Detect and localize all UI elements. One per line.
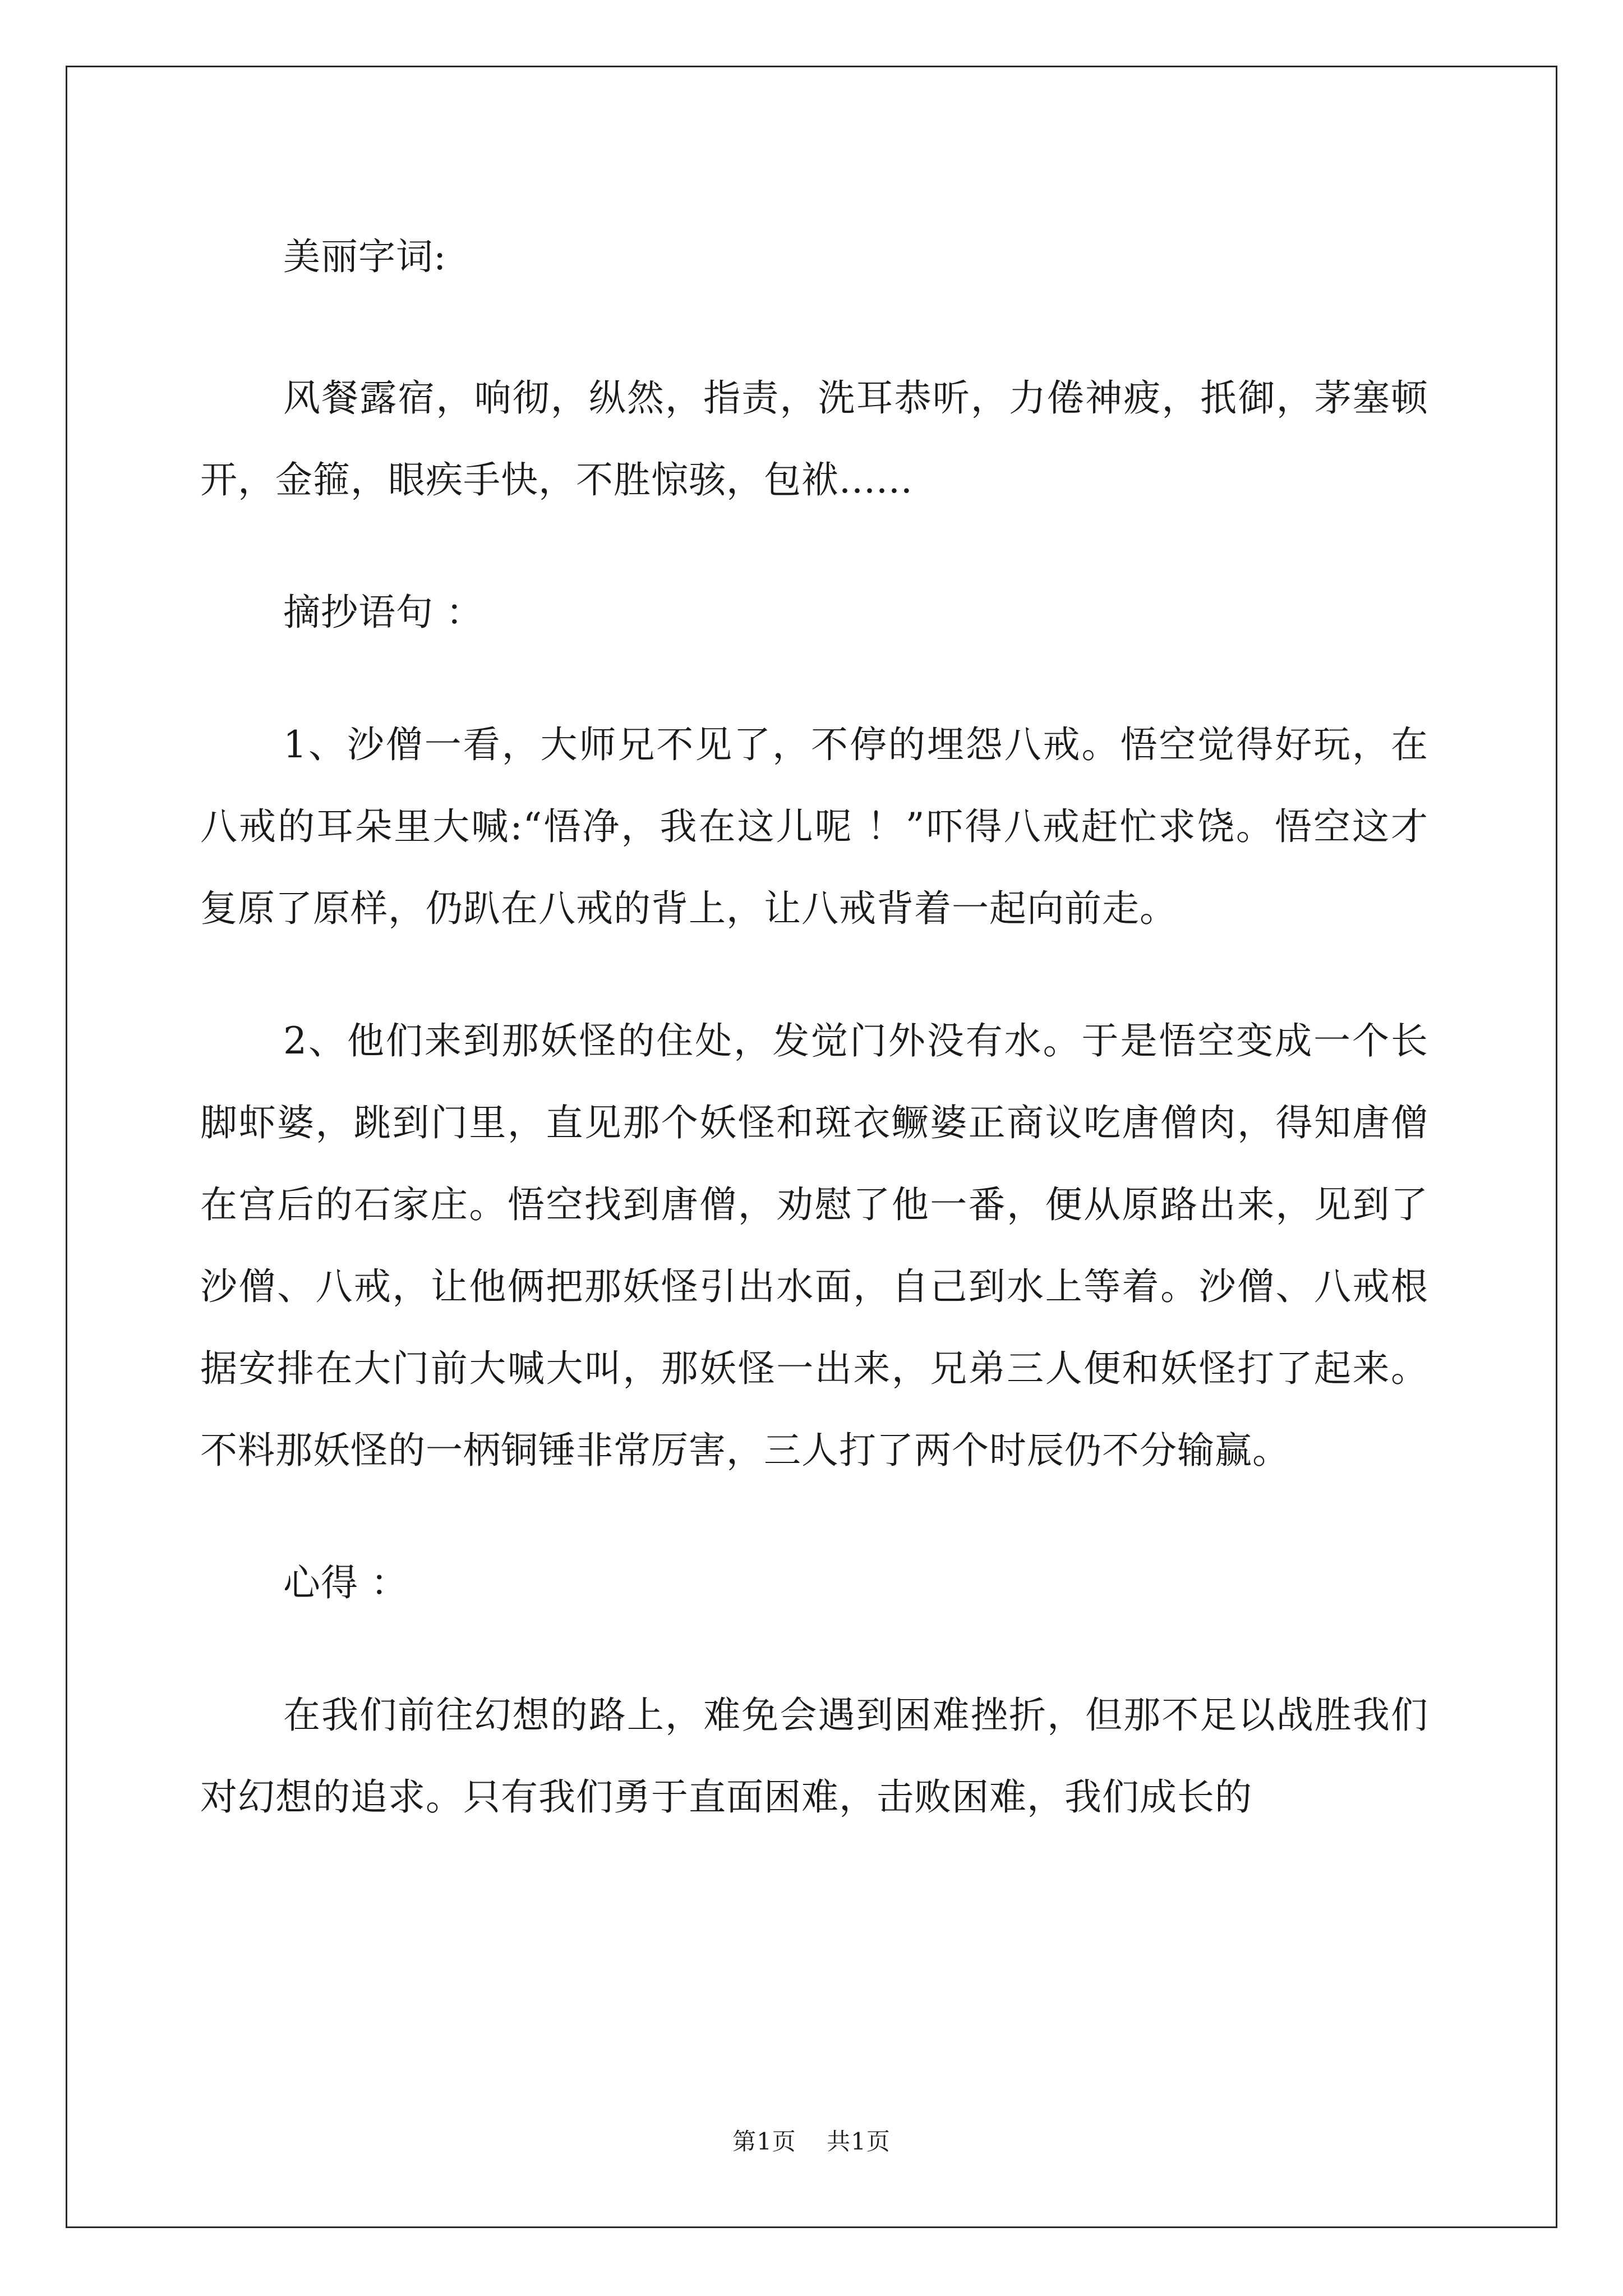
- document-body: [200, 216, 1428, 1838]
- paragraph-beautiful-words-heading: 美丽字词:: [283, 235, 447, 278]
- page-total: 共1页: [827, 2128, 891, 2155]
- paragraph-excerpt-2: 2、他们来到那妖怪的住处，发觉门外没有水。于是悟空变成一个长脚虾婆，跳到门里，直见那个妖怪和斑衣鳜婆正商议吃唐僧肉，得知唐僧在宫后的石家庄。悟空找到唐僧，劝慰了他一番，便从原路出来，见到了沙僧、八戒，让他俩把那妖怪引出水面，自己到水上等着。沙僧、八戒根据安排在大门前大喊大叫，那妖怪一出来，兄弟三人便和妖怪打了起来。不料那妖怪的一柄铜锤非常厉害，三人打了两个时辰仍不分输赢。: [200, 1019, 1428, 1472]
- paragraph-reflection-heading: 心得 ：: [283, 1561, 408, 1604]
- paragraph-reflection: 在我们前往幻想的路上，难免会遇到困难挫折，但那不足以战胜我们对幻想的追求。只有我们勇于直面困难，击败困难，我们成长的: [200, 1694, 1428, 1819]
- paragraph-excerpts-heading: 摘抄语句 ：: [283, 591, 483, 634]
- page-footer: [0, 2123, 1623, 2157]
- paragraph-excerpt-1: 1、沙僧一看，大师兄不见了，不停的埋怨八戒。悟空觉得好玩，在八戒的耳朵里大喊:“悟净，我在这儿呢 ！”吓得八戒赶忙求饶。悟空这才复原了原样，仍趴在八戒的背上，让八戒背着一起向前走。: [200, 723, 1428, 930]
- paragraph-word-list: 风餐露宿，响彻，纵然，指责，洗耳恭听，力倦神疲，扺御，茅塞顿开，金箍，眼疾手快，不胜惊骇，包袱......: [200, 376, 1428, 501]
- page-number: 第1页: [732, 2128, 796, 2155]
